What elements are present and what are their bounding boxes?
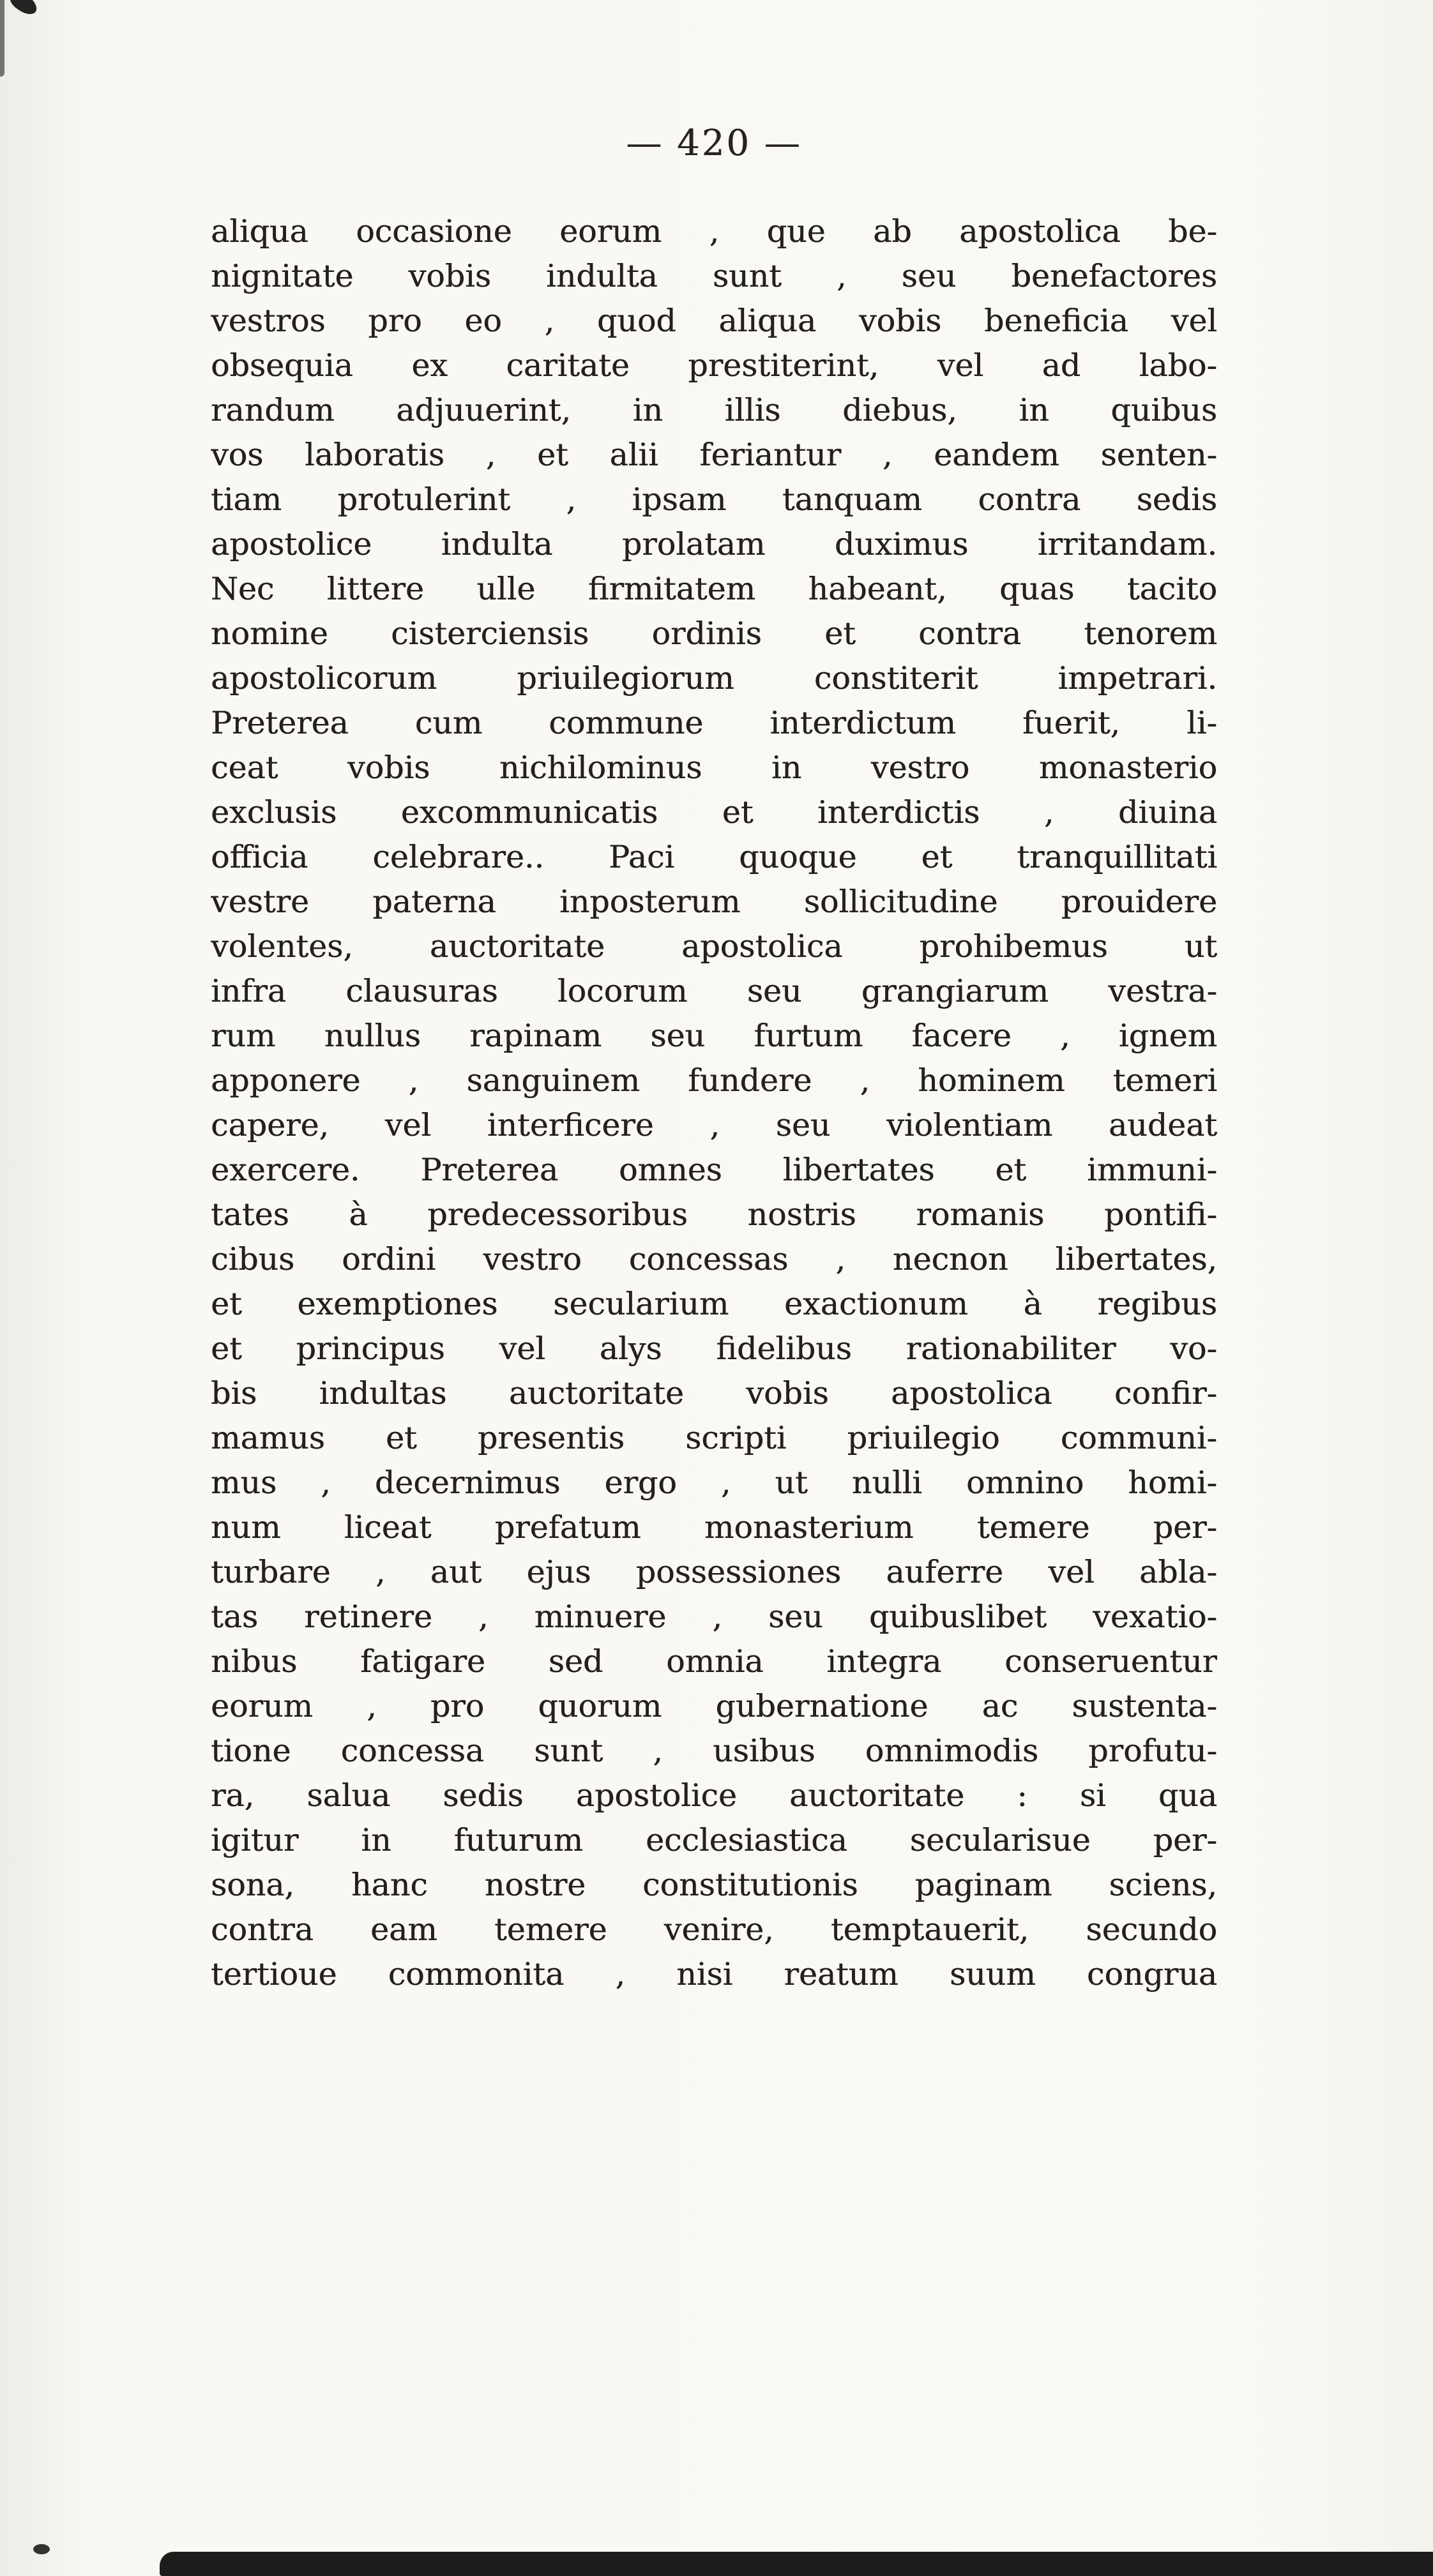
scan-edge-artifact-dot: [33, 2544, 50, 2554]
text-line: Nec littere ulle firmitatem habeant, quas tacito: [211, 571, 1217, 607]
text-line: volentes, auctoritate apostolica prohibemus ut: [211, 928, 1217, 965]
page-body-text: [211, 209, 1217, 1997]
text-line: infra clausuras locorum seu grangiarum vestra-: [211, 973, 1217, 1009]
text-line: num liceat prefatum monasterium temere per-: [211, 1509, 1217, 1546]
text-line: aliqua occasione eorum , que ab apostolica be-: [211, 213, 1217, 250]
text-line: sona, hanc nostre constitutionis paginam sciens,: [211, 1867, 1217, 1903]
scan-edge-artifact-left: [0, 0, 4, 77]
text-line: tas retinere , minuere , seu quibuslibet vexatio-: [211, 1599, 1217, 1635]
scan-edge-artifact-bottom: [160, 2552, 1433, 2576]
text-line: turbare , aut ejus possessiones auferre vel abla-: [211, 1554, 1217, 1590]
text-line: apponere , sanguinem fundere , hominem temeri: [211, 1062, 1217, 1099]
text-line: nomine cisterciensis ordinis et contra tenorem: [211, 615, 1217, 652]
text-line: igitur in futurum ecclesiastica secularisue per-: [211, 1822, 1217, 1858]
text-line: vestros pro eo , quod aliqua vobis beneficia vel: [211, 303, 1217, 339]
text-line: obsequia ex caritate prestiterint, vel ad labo-: [211, 347, 1217, 384]
text-line: officia celebrare.. Paci quoque et tranquillitati: [211, 839, 1217, 875]
text-line: nignitate vobis indulta sunt , seu benefactores: [211, 258, 1217, 294]
text-line: vestre paterna inposterum sollicitudine prouidere: [211, 884, 1217, 920]
text-line: capere, vel interficere , seu violentiam audeat: [211, 1107, 1217, 1143]
text-line: mamus et presentis scripti priuilegio communi-: [211, 1420, 1217, 1456]
text-line: exercere. Preterea omnes libertates et immuni-: [211, 1152, 1217, 1188]
text-line: exclusis excommunicatis et interdictis , diuina: [211, 794, 1217, 831]
text-line: apostolice indulta prolatam duximus irritandam.: [211, 526, 1217, 562]
text-line: eorum , pro quorum gubernatione ac sustenta-: [211, 1688, 1217, 1724]
scan-edge-artifact-top-left: [7, 0, 41, 18]
text-line: tates à predecessoribus nostris romanis pontifi-: [211, 1196, 1217, 1233]
text-line: cibus ordini vestro concessas , necnon libertates,: [211, 1241, 1217, 1277]
text-line: Preterea cum commune interdictum fuerit, li-: [211, 705, 1217, 741]
text-line: bis indultas auctoritate vobis apostolica confir-: [211, 1375, 1217, 1412]
text-line: ra, salua sedis apostolice auctoritate : si qua: [211, 1777, 1217, 1814]
text-line: et exemptiones secularium exactionum à regibus: [211, 1286, 1217, 1322]
text-line: mus , decernimus ergo , ut nulli omnino homi-: [211, 1465, 1217, 1501]
text-line: randum adjuuerint, in illis diebus, in quibus: [211, 392, 1217, 428]
text-line: vos laboratis , et alii feriantur , eandem senten-: [211, 437, 1217, 473]
text-line: nibus fatigare sed omnia integra conseruentur: [211, 1643, 1217, 1680]
text-line: contra eam temere venire, temptauerit, secundo: [211, 1911, 1217, 1948]
text-line: et principus vel alys fidelibus rationabiliter vo-: [211, 1330, 1217, 1367]
text-line: tione concessa sunt , usibus omnimodis profutu-: [211, 1733, 1217, 1769]
text-line: tiam protulerint , ipsam tanquam contra sedis: [211, 481, 1217, 518]
page-number: — 420 —: [626, 123, 802, 164]
text-line: apostolicorum priuilegiorum constiterit impetrari.: [211, 660, 1217, 697]
text-line: ceat vobis nichilominus in vestro monasterio: [211, 749, 1217, 786]
text-line: tertioue commonita , nisi reatum suum congrua: [211, 1956, 1217, 1992]
text-line: rum nullus rapinam seu furtum facere , ignem: [211, 1018, 1217, 1054]
